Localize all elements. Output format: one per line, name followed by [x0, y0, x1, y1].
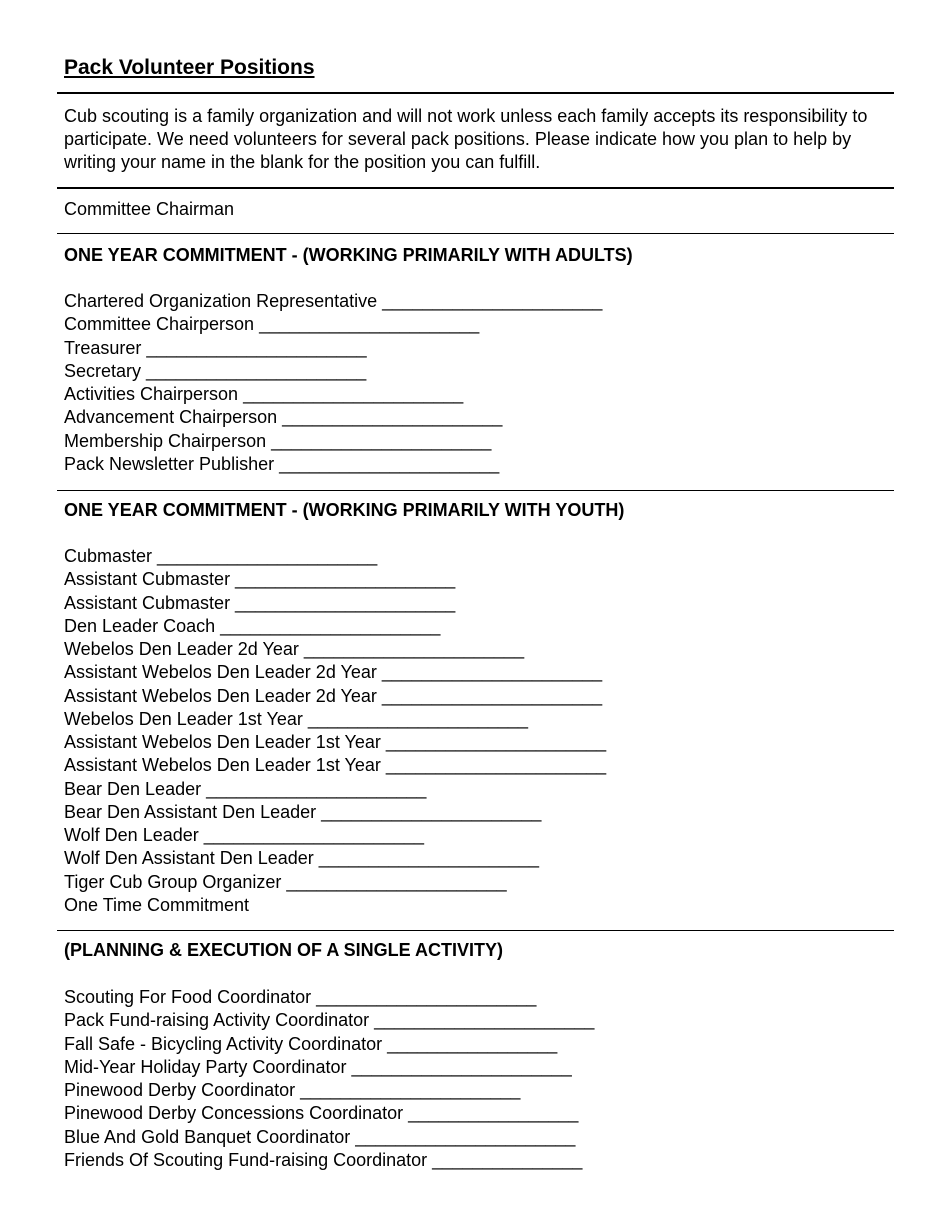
divider — [57, 187, 894, 189]
position-line[interactable]: Friends Of Scouting Fund-raising Coordinator _______________ — [64, 1149, 583, 1170]
one-time-commitment-label: One Time Commitment — [64, 894, 250, 915]
positions-list-adults — [64, 290, 602, 476]
position-line[interactable]: Activities Chairperson ______________________ — [64, 384, 464, 404]
position-line[interactable]: Wolf Den Leader ______________________ — [64, 825, 424, 845]
intro-paragraph: Cub scouting is a family organization and will not work unless each family accepts its responsibility to participate. We need volunteers for several pack positions. Please indicate how you plan to help by writing your name in the blank for the position you can fulfill. — [64, 106, 868, 172]
committee-chairman-label: Committee Chairman — [64, 199, 235, 219]
position-line[interactable]: Assistant Webelos Den Leader 2d Year ______________________ — [64, 662, 603, 683]
position-line[interactable]: Pinewood Derby Concessions Coordinator _________________ — [64, 1103, 579, 1124]
position-line[interactable]: Assistant Webelos Den Leader 2d Year ______________________ — [64, 685, 603, 706]
position-line[interactable]: Membership Chairperson ______________________ — [64, 430, 492, 451]
section-heading-adults: ONE YEAR COMMITMENT - (WORKING PRIMARILY WITH ADULTS) — [64, 245, 633, 265]
position-line[interactable]: Secretary ______________________ — [64, 360, 367, 381]
positions-list-youth — [64, 545, 606, 917]
position-line[interactable]: Pack Newsletter Publisher ______________________ — [64, 453, 500, 474]
position-line[interactable]: Advancement Chairperson ______________________ — [64, 407, 503, 428]
position-line[interactable]: Chartered Organization Representative ______________________ — [64, 291, 603, 311]
position-line[interactable]: Committee Chairperson ______________________ — [64, 314, 480, 335]
position-line[interactable]: Treasurer ______________________ — [64, 337, 367, 358]
positions-list-single-activity — [64, 986, 594, 1172]
position-line[interactable]: Assistant Cubmaster ______________________ — [64, 592, 456, 613]
position-line[interactable]: Cubmaster ______________________ — [64, 546, 378, 566]
position-line[interactable]: Bear Den Assistant Den Leader ______________________ — [64, 801, 542, 822]
divider — [57, 92, 894, 94]
position-line[interactable]: Blue And Gold Banquet Coordinator ______________________ — [64, 1126, 576, 1147]
position-line[interactable]: Fall Safe - Bicycling Activity Coordinator _________________ — [64, 1033, 558, 1054]
position-line[interactable]: Assistant Webelos Den Leader 1st Year ______________________ — [64, 732, 607, 752]
position-line[interactable]: Assistant Cubmaster ______________________ — [64, 569, 456, 590]
position-line[interactable]: Bear Den Leader ______________________ — [64, 778, 427, 799]
page-title: Pack Volunteer Positions — [64, 56, 315, 79]
position-line[interactable]: Webelos Den Leader 2d Year ______________________ — [64, 639, 525, 659]
position-line[interactable]: Pack Fund-raising Activity Coordinator ______________________ — [64, 1010, 595, 1031]
position-line[interactable]: Mid-Year Holiday Party Coordinator ______________________ — [64, 1056, 572, 1077]
divider — [57, 233, 894, 234]
divider — [57, 490, 894, 491]
position-line[interactable]: Wolf Den Assistant Den Leader ______________________ — [64, 848, 540, 869]
position-line[interactable]: Scouting For Food Coordinator ______________________ — [64, 987, 537, 1007]
divider — [57, 930, 894, 931]
position-line[interactable]: Assistant Webelos Den Leader 1st Year ______________________ — [64, 755, 607, 776]
position-line[interactable]: Den Leader Coach ______________________ — [64, 615, 441, 636]
position-line[interactable]: Webelos Den Leader 1st Year ______________________ — [64, 708, 529, 729]
section-heading-single-activity: (PLANNING & EXECUTION OF A SINGLE ACTIVITY) — [64, 940, 504, 960]
position-line[interactable]: Pinewood Derby Coordinator ______________________ — [64, 1080, 521, 1100]
section-heading-youth: ONE YEAR COMMITMENT - (WORKING PRIMARILY WITH YOUTH) — [64, 500, 625, 520]
position-line[interactable]: Tiger Cub Group Organizer ______________________ — [64, 871, 507, 892]
